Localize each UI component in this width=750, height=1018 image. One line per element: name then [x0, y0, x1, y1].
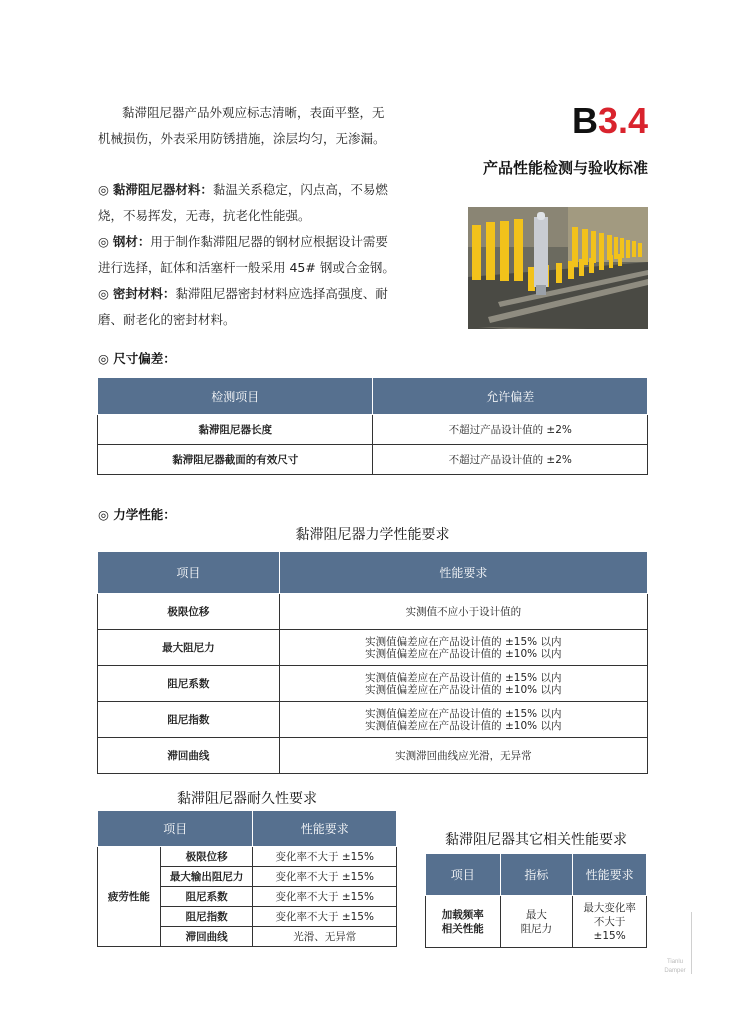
table-row	[98, 702, 648, 738]
table-header-row	[426, 854, 647, 896]
mechanical-table	[97, 551, 648, 774]
col-header: 项目	[98, 552, 280, 594]
material-label: 黏滞阻尼器材料：	[112, 182, 213, 197]
cell-item: 阻尼指数	[98, 702, 280, 738]
cell-value: 不超过产品设计值的 ±2%	[373, 415, 648, 445]
material-label: 密封材料：	[112, 286, 176, 301]
table-row	[98, 666, 648, 702]
material-text-1: 黏温关系稳定，闪点高，不易燃	[212, 182, 388, 197]
cell-item: 阻尼指数	[160, 907, 253, 927]
brand-line: Damper	[664, 968, 686, 974]
req-line: 实测值偏差应在产品设计值的 ±10% 以内	[365, 647, 562, 660]
brand-mark	[660, 958, 690, 976]
intro-line-2: 机械损伤，外表采用防锈措施，涂层均匀，无渗漏。	[98, 131, 386, 146]
cell-req: 变化率不大于 ±15%	[253, 847, 397, 867]
table-header-row	[98, 378, 648, 415]
req-line: 实测滞回曲线应光滑，无异常	[395, 750, 532, 762]
material-text-2: 进行选择，缸体和活塞杆一般采用 45# 钢或合金钢。	[98, 260, 395, 275]
cell-req: 变化率不大于 ±15%	[253, 907, 397, 927]
material-marker: ◎	[98, 286, 109, 301]
table-row	[98, 847, 397, 867]
mechanical-heading: ◎ 力学性能：	[98, 507, 176, 522]
item-line: 加载频率	[441, 908, 484, 921]
material-text-1: 黏滞阻尼器密封材料应选择高强度、耐	[175, 286, 388, 301]
cell-item: 最大输出阻尼力	[160, 867, 253, 887]
intro-line-1: 黏滞阻尼器产品外观应标志清晰，表面平整，无	[122, 105, 385, 120]
cell-item: 滞回曲线	[98, 738, 280, 774]
cell-item: 滞回曲线	[160, 927, 253, 947]
table-row	[98, 445, 648, 475]
section-title: 产品性能检测与验收标准	[482, 159, 648, 177]
cell-item: 最大阻尼力	[98, 630, 280, 666]
cell-req	[279, 702, 647, 738]
brand-line: Tianlu	[666, 959, 684, 965]
col-header: 性能要求	[573, 854, 647, 896]
col-header: 检测项目	[98, 378, 373, 415]
other-table	[425, 853, 647, 948]
group-cell: 疲劳性能	[98, 847, 161, 947]
material-marker: ◎	[98, 182, 109, 197]
cell-item: 黏滞阻尼器截面的有效尺寸	[98, 445, 373, 475]
material-text-2: 烧，不易挥发，无毒，抗老化性能强。	[98, 208, 311, 223]
material-marker: ◎	[98, 234, 109, 249]
cell-req: 光滑、无异常	[253, 927, 397, 947]
cell-item: 极限位移	[160, 847, 253, 867]
req-line: 实测值偏差应在产品设计值的 ±15% 以内	[365, 707, 562, 720]
material-text-2: 磨、耐老化的密封材料。	[98, 312, 236, 327]
table-row	[98, 594, 648, 630]
cell-req	[573, 896, 647, 948]
durability-caption: 黏滞阻尼器耐久性要求	[177, 791, 317, 807]
material-label: 钢材：	[112, 234, 151, 249]
table-header-row	[98, 811, 397, 847]
col-header: 允许偏差	[373, 378, 648, 415]
table-row	[98, 630, 648, 666]
req-line: 实测值偏差应在产品设计值的 ±10% 以内	[365, 719, 562, 732]
col-header: 指标	[500, 854, 573, 896]
material-item	[98, 229, 418, 255]
cell-req	[279, 738, 647, 774]
req-line: 不大于 ±15%	[593, 915, 626, 942]
req-line: 实测值偏差应在产品设计值的 ±15% 以内	[365, 671, 562, 684]
mechanical-caption: 黏滞阻尼器力学性能要求	[295, 527, 450, 543]
cell-req	[279, 594, 647, 630]
materials-block	[98, 177, 418, 333]
cell-item: 极限位移	[98, 594, 280, 630]
cell-req: 变化率不大于 ±15%	[253, 887, 397, 907]
material-item	[98, 281, 418, 307]
cell-req: 变化率不大于 ±15%	[253, 867, 397, 887]
cell-item: 黏滞阻尼器长度	[98, 415, 373, 445]
cell-index	[500, 896, 573, 948]
cell-value: 不超过产品设计值的 ±2%	[373, 445, 648, 475]
cell-item: 阻尼系数	[98, 666, 280, 702]
col-header: 项目	[98, 811, 253, 847]
dimension-heading: ◎ 尺寸偏差：	[98, 351, 176, 366]
req-line: 最大变化率	[583, 901, 636, 914]
index-line: 最大	[525, 908, 547, 921]
table-row	[426, 896, 647, 948]
section-number: 3.4	[597, 100, 648, 141]
col-header: 性能要求	[279, 552, 647, 594]
table-row	[98, 738, 648, 774]
cell-req	[279, 666, 647, 702]
col-header: 性能要求	[253, 811, 397, 847]
other-caption: 黏滞阻尼器其它相关性能要求	[445, 832, 627, 848]
section-code	[572, 100, 648, 142]
cell-req	[279, 630, 647, 666]
index-line: 阻尼力	[520, 922, 553, 935]
section-letter: B	[571, 100, 598, 141]
table-row	[98, 415, 648, 445]
material-text-1: 用于制作黏滞阻尼器的钢材应根据设计需要	[150, 234, 388, 249]
req-line: 实测值偏差应在产品设计值的 ±10% 以内	[365, 683, 562, 696]
dimension-table	[97, 377, 648, 475]
cell-item	[426, 896, 501, 948]
product-photo	[468, 207, 648, 329]
damper-test-rack-image	[468, 207, 648, 329]
side-divider	[691, 912, 692, 974]
table-header-row	[98, 552, 648, 594]
cell-item: 阻尼系数	[160, 887, 253, 907]
req-line: 实测值偏差应在产品设计值的 ±15% 以内	[365, 635, 562, 648]
req-line: 实测值不应小于设计值的	[405, 606, 522, 618]
item-line: 相关性能	[441, 922, 484, 935]
durability-table	[97, 810, 397, 947]
col-header: 项目	[426, 854, 501, 896]
material-item	[98, 177, 418, 203]
